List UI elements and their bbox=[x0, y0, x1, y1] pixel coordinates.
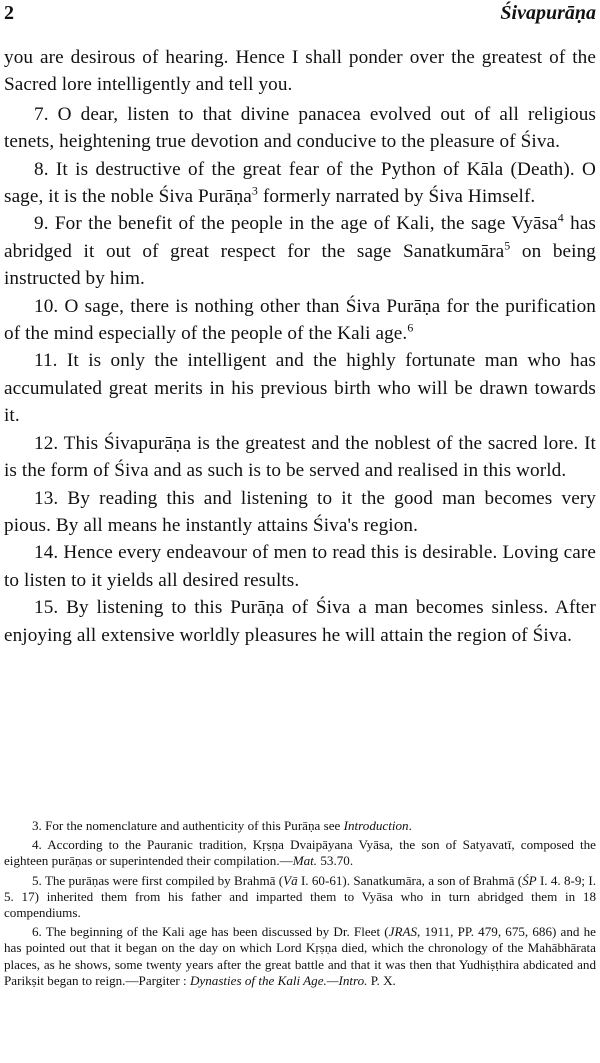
verse-12: 12. This Śivapurāṇa is the greatest and the noblest of the sacred lore. It is the form of Śiva and as such is to be served and realised in this world. bbox=[4, 432, 596, 482]
verse-13: 13. By reading this and listening to it the good man becomes very pious. By all means he instantly attains Śiva's region. bbox=[4, 487, 596, 536]
verse-11: 11. It is only the intelligent and the highly fortunate man who has accumulated great merits in his previous birth who will be drawn towards it. bbox=[4, 350, 596, 427]
verse-9: 9. For the benefit of the people in the age of Kali, the sage Vyāsa$^4$ has abridged it out of great respect for the sage Sanatkumāra$^5$ on being instructed by him. bbox=[4, 211, 596, 290]
page-number: 2 bbox=[4, 2, 14, 24]
footnote-ref-6[interactable]: 6 bbox=[407, 320, 414, 335]
running-title: Śivapurāṇa bbox=[500, 2, 596, 24]
verse-14: 14. Hence every endeavour of men to read this is desirable. Loving care to listen to it yields all desired results. bbox=[4, 542, 596, 591]
verse-10: 10. O sage, there is nothing other than Śiva Purāṇa for the purification of the mind especially of the people of the Kali age.$^6$ bbox=[4, 295, 596, 345]
footnote-ref-4[interactable]: 4 bbox=[557, 211, 564, 226]
footnote-ref-5[interactable]: 5 bbox=[504, 238, 511, 253]
footnote-6: 6. The beginning of the Kali age has been discussed by Dr. Fleet (JRAS, 1911, PP. 479, 675, 686) and he has pointed out that it began on the day on which Lord Kṛṣṇa died, which the chronology of the Mahābhārata places, as he shows, some twenty years after the great battle and that it was then that Yudhiṣṭhira abdicated and Parikṣit began to reign.—Pargiter : Dynasties of the Kali Age.—Intro. P. X. bbox=[4, 924, 596, 988]
footnotes bbox=[4, 818, 596, 992]
paragraph-continuation: you are desirous of hearing. Hence I shall ponder over the greatest of the Sacred lore intelligently and tell you. bbox=[4, 47, 596, 96]
verse-8: 8. It is destructive of the great fear of the Python of Kāla (Death). O sage, it is the noble Śiva Purāṇa$^3$ formerly narrated by Śiva Himself. bbox=[4, 158, 596, 208]
page-header bbox=[4, 2, 596, 32]
footnote-ref-3[interactable]: 3 bbox=[251, 183, 258, 198]
main-text bbox=[4, 44, 596, 649]
footnote-5: 5. The purāṇas were first compiled by Brahmā (Vā I. 60-61). Sanatkumāra, a son of Brahmā (ŚP I. 4. 8-9; I. 5. 17) inherited them from his father and imparted them to Vyāsa who in turn abridged them in 18 compendiums. bbox=[4, 872, 596, 921]
footnote-4: 4. According to the Pauranic tradition, Kṛṣṇa Dvaipāyana Vyāsa, the son of Satyavatī, composed the eighteen purāṇas or superintended their compilation.—Mat. 53.70. bbox=[4, 837, 596, 869]
verse-15: 15. By listening to this Purāṇa of Śiva a man becomes sinless. After enjoying all extensive worldly pleasures he will attain the region of Śiva. bbox=[4, 597, 596, 646]
footnote-3: 3. For the nomenclature and authenticity of this Purāṇa see Introduction. bbox=[32, 818, 412, 833]
verse-7: 7. O dear, listen to that divine panacea evolved out of all religious tenets, heightening true devotion and conducive to the pleasure of Śiva. bbox=[4, 103, 596, 153]
